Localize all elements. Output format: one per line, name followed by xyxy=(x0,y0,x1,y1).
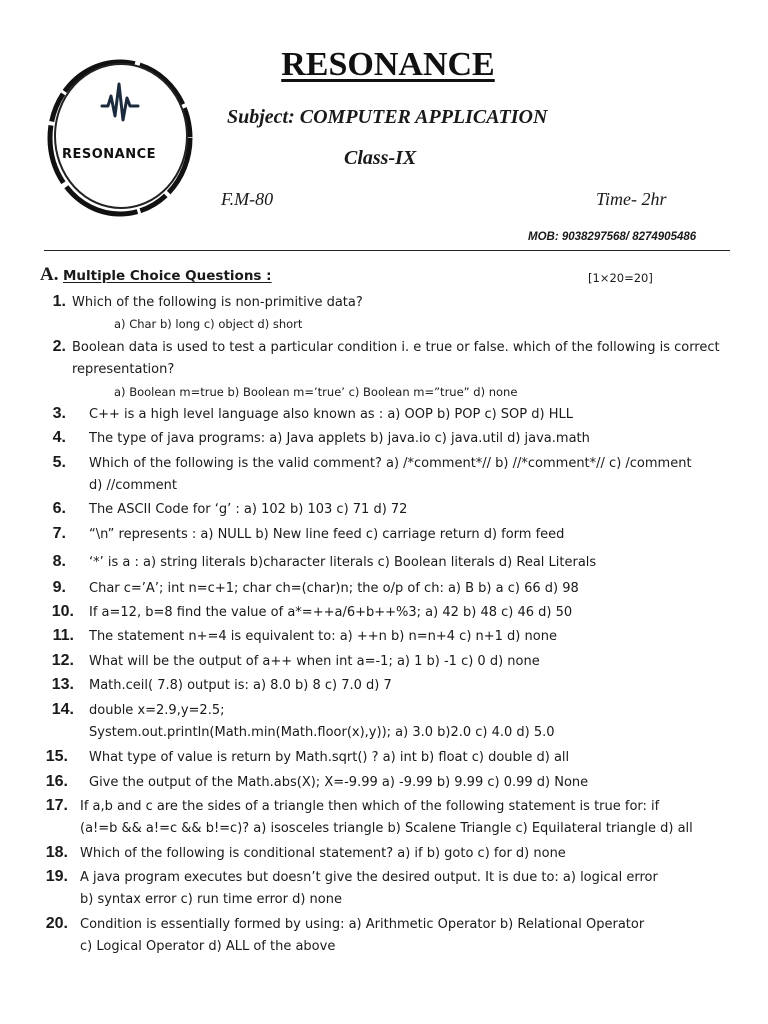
question-number: 3. xyxy=(52,405,66,422)
question-text: representation? xyxy=(72,362,175,377)
question-text: Which of the following is conditional statement? a) if b) goto c) for d) none xyxy=(80,846,566,861)
question-text: The ASCII Code for ‘g’ : a) 102 b) 103 c) 71 d) 72 xyxy=(89,502,408,517)
question-options: a) Boolean m=true b) Boolean m=’true’ c) Boolean m=”true” d) none xyxy=(114,385,518,399)
question-text: What type of value is return by Math.sqrt() ? a) int b) float c) double d) all xyxy=(89,750,570,765)
question-number: 8. xyxy=(52,553,66,570)
class-line: Class-IX xyxy=(344,147,417,169)
question-number: 2. xyxy=(52,338,66,355)
question-text: Condition is essentially formed by using: a) Arithmetic Operator b) Relational Operator xyxy=(80,917,645,932)
section-title: Multiple Choice Questions : xyxy=(63,268,272,284)
time-allowed: Time- 2hr xyxy=(596,189,667,209)
question-text: The statement n+=4 is equivalent to: a) ++n b) n=n+4 c) n+1 d) none xyxy=(89,629,557,644)
question-text: If a,b and c are the sides of a triangle then which of the following statement is true for: if xyxy=(80,799,660,814)
question-text: Boolean data is used to test a particular condition i. e true or false. which of the following is correct xyxy=(72,340,720,355)
question-number: 9. xyxy=(52,579,66,596)
question-text: (a!=b && a!=c && b!=c)? a) isosceles triangle b) Scalene Triangle c) Equilateral triangle d) all xyxy=(80,821,693,836)
question-text: Math.ceil( 7.8) output is: a) 8.0 b) 8 c) 7.0 d) 7 xyxy=(89,678,392,693)
question-number: 18. xyxy=(45,844,68,861)
question-text: double x=2.9,y=2.5; xyxy=(89,703,225,718)
question-number: 6. xyxy=(52,500,66,517)
question-text: C++ is a high level language also known as : a) OOP b) POP c) SOP d) HLL xyxy=(89,407,573,422)
question-number: 10. xyxy=(51,603,74,620)
question-text: d) //comment xyxy=(89,478,177,493)
question-number: 15. xyxy=(45,748,68,765)
logo-wordmark: RESONANCE xyxy=(62,147,157,162)
header-divider xyxy=(44,250,730,251)
question-number: 19. xyxy=(45,868,68,885)
question-text: The type of java programs: a) Java applets b) java.io c) java.util d) java.math xyxy=(89,431,590,446)
question-text: System.out.println(Math.min(Math.floor(x),y)); a) 3.0 b)2.0 c) 4.0 d) 5.0 xyxy=(89,725,555,740)
question-text: Char c=’A’; int n=c+1; char ch=(char)n; the o/p of ch: a) B b) a c) 66 d) 98 xyxy=(89,581,579,596)
question-text: Which of the following is non-primitive data? xyxy=(72,295,363,310)
question-number: 12. xyxy=(51,652,74,669)
question-number: 7. xyxy=(52,525,66,542)
question-number: 14. xyxy=(51,701,74,718)
mobile-number: MOB: 9038297568/ 8274905486 xyxy=(528,231,697,243)
question-number: 11. xyxy=(52,627,74,644)
question-text: c) Logical Operator d) ALL of the above xyxy=(80,939,336,954)
question-number: 1. xyxy=(52,293,66,310)
question-number: 17. xyxy=(45,797,68,814)
full-marks: F.M-80 xyxy=(221,189,274,209)
section-letter: A. xyxy=(40,264,59,285)
question-number: 20. xyxy=(45,915,68,932)
section-marks: [1×20=20] xyxy=(588,271,653,285)
question-text: If a=12, b=8 find the value of a*=++a/6+b++%3; a) 42 b) 48 c) 46 d) 50 xyxy=(89,605,573,620)
question-number: 5. xyxy=(52,454,66,471)
question-options: a) Char b) long c) object d) short xyxy=(114,317,303,331)
question-number: 16. xyxy=(45,773,68,790)
question-text: ‘*’ is a : a) string literals b)character literals c) Boolean literals d) Real Literals xyxy=(89,555,597,570)
page-title: RESONANCE xyxy=(281,46,495,83)
question-text: A java program executes but doesn’t give the desired output. It is due to: a) logical error xyxy=(80,870,658,885)
question-text: “\n” represents : a) NULL b) New line feed c) carriage return d) form feed xyxy=(89,527,565,542)
question-number: 4. xyxy=(52,429,66,446)
question-text: Give the output of the Math.abs(X); X=-9.99 a) -9.99 b) 9.99 c) 0.99 d) None xyxy=(89,775,589,790)
question-text: b) syntax error c) run time error d) none xyxy=(80,892,342,907)
question-number: 13. xyxy=(51,676,74,693)
subject-line: Subject: COMPUTER APPLICATION xyxy=(227,106,548,128)
question-text: Which of the following is the valid comment? a) /*comment*// b) //*comment*// c) /comment xyxy=(89,456,692,471)
question-text: What will be the output of a++ when int a=-1; a) 1 b) -1 c) 0 d) none xyxy=(89,654,540,669)
